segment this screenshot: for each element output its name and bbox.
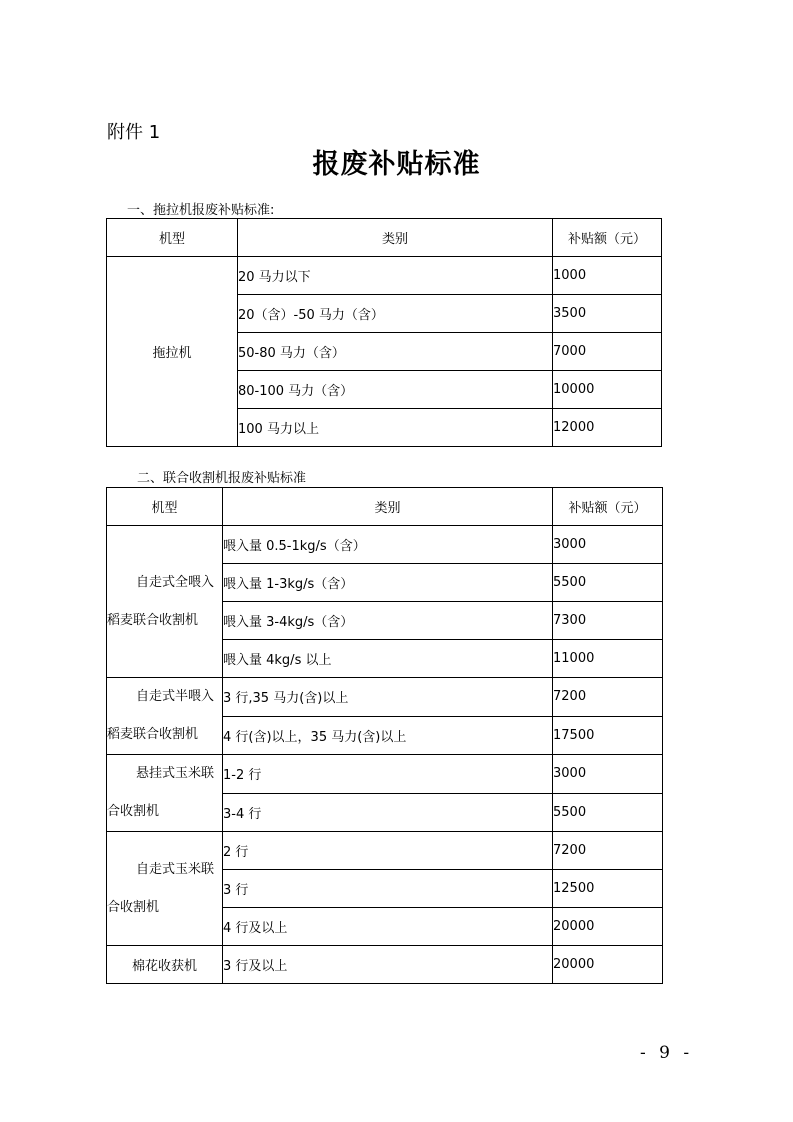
category-cell: 3-4 行 <box>223 793 553 832</box>
machine-type-line2: 稻麦联合收割机 <box>107 612 199 628</box>
header-category: 类别 <box>238 219 553 257</box>
amount-cell: 3500 <box>553 295 662 333</box>
amount-cell: 1000 <box>553 257 662 295</box>
machine-type-line1: 自走式全喂入 <box>135 574 214 590</box>
machine-type-cell <box>107 755 223 832</box>
category-cell: 2 行 <box>223 832 553 870</box>
page-title: 报废补贴标准 <box>312 149 481 180</box>
amount-cell: 5500 <box>553 793 663 832</box>
section1-heading: 一、拖拉机报废补贴标准: <box>127 203 275 218</box>
category-cell: 喂入量 3-4kg/s（含） <box>223 602 553 640</box>
amount-cell: 20000 <box>553 946 663 984</box>
table-header-row <box>107 488 663 526</box>
machine-type-cell <box>107 678 223 755</box>
machine-type-line2: 合收割机 <box>107 899 160 915</box>
header-amount: 补贴额（元） <box>553 488 663 526</box>
amount-cell: 10000 <box>553 371 662 409</box>
tractor-subsidy-table <box>106 218 662 447</box>
category-cell: 3 行,35 马力(含)以上 <box>223 678 553 717</box>
category-cell: 100 马力以上 <box>238 409 553 447</box>
header-amount: 补贴额（元） <box>553 219 662 257</box>
amount-cell: 5500 <box>553 564 663 602</box>
table-row <box>107 946 663 984</box>
category-cell: 喂入量 0.5-1kg/s（含） <box>223 526 553 564</box>
table-row <box>107 755 663 794</box>
amount-cell: 12000 <box>553 409 662 447</box>
table-row <box>107 678 663 717</box>
category-cell: 80-100 马力（含） <box>238 371 553 409</box>
amount-cell: 12500 <box>553 870 663 908</box>
amount-cell: 7200 <box>553 832 663 870</box>
category-cell: 50-80 马力（含） <box>238 333 553 371</box>
harvester-subsidy-table <box>106 487 663 984</box>
amount-cell: 7000 <box>553 333 662 371</box>
machine-type-cell: 拖拉机 <box>107 257 238 447</box>
section2-heading: 二、联合收割机报废补贴标准 <box>137 471 307 486</box>
amount-cell: 3000 <box>553 755 663 794</box>
amount-cell: 7200 <box>553 678 663 717</box>
attachment-label: 附件 1 <box>107 122 161 143</box>
machine-type-line2: 合收割机 <box>107 804 160 819</box>
table-row <box>107 257 662 295</box>
table-row <box>107 526 663 564</box>
machine-type-cell <box>107 526 223 678</box>
machine-type-line1: 悬挂式玉米联 <box>135 766 214 781</box>
amount-cell: 3000 <box>553 526 663 564</box>
machine-type-line1: 自走式玉米联 <box>135 861 214 877</box>
category-cell: 4 行及以上 <box>223 908 553 946</box>
category-cell: 喂入量 4kg/s 以上 <box>223 640 553 678</box>
category-cell: 喂入量 1-3kg/s（含） <box>223 564 553 602</box>
category-cell: 3 行及以上 <box>223 946 553 984</box>
machine-type-line1: 自走式半喂入 <box>135 689 214 704</box>
table-row <box>107 832 663 870</box>
category-cell: 4 行(含)以上，35 马力(含)以上 <box>223 716 553 755</box>
page-number: - 9 - <box>640 1043 694 1063</box>
machine-type-line2: 稻麦联合收割机 <box>107 727 199 742</box>
category-cell: 20 马力以下 <box>238 257 553 295</box>
category-cell: 20（含）-50 马力（含） <box>238 295 553 333</box>
amount-cell: 11000 <box>553 640 663 678</box>
amount-cell: 7300 <box>553 602 663 640</box>
header-category: 类别 <box>223 488 553 526</box>
machine-type-cell <box>107 832 223 946</box>
category-cell: 1-2 行 <box>223 755 553 794</box>
category-cell: 3 行 <box>223 870 553 908</box>
table-header-row <box>107 219 662 257</box>
header-machine: 机型 <box>107 219 238 257</box>
machine-type-cell: 棉花收获机 <box>107 946 223 984</box>
amount-cell: 17500 <box>553 716 663 755</box>
amount-cell: 20000 <box>553 908 663 946</box>
header-machine: 机型 <box>107 488 223 526</box>
